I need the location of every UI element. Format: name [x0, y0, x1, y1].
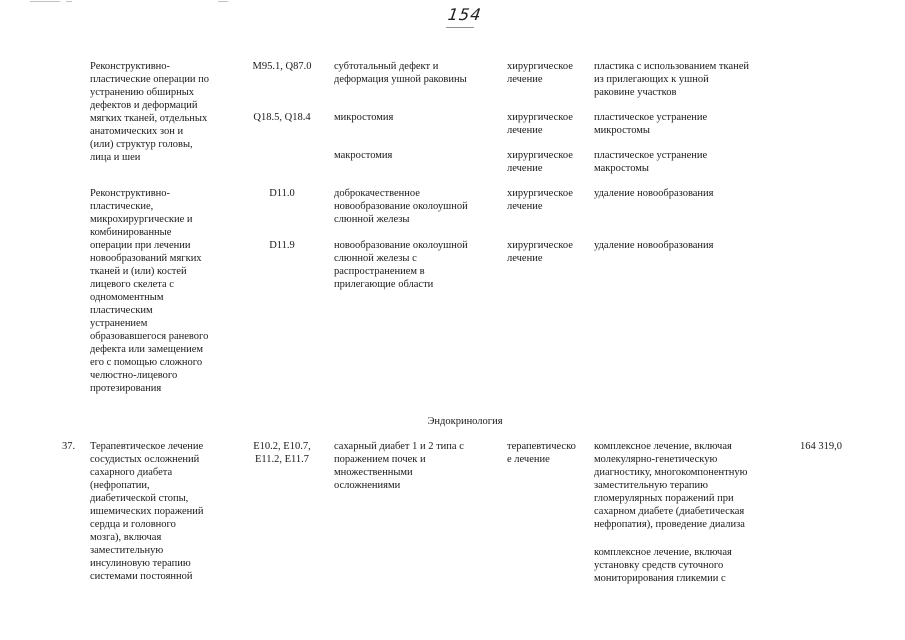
page-number-underline — [446, 27, 474, 28]
treatment-cell: хирургическое лечение — [507, 112, 573, 136]
treatment-cell: хирургическое лечение — [507, 61, 573, 85]
method-cell: пластика с использованием тканей из прилегающих к ушной раковине участков — [594, 61, 750, 98]
diagnosis-cell: сахарный диабет 1 и 2 типа с поражением почек и множественными осложнениями — [334, 441, 464, 491]
method-cell: удаление новообразования — [594, 240, 714, 251]
treatment-cell: хирургическое лечение — [507, 150, 573, 174]
scan-artifact — [218, 1, 228, 2]
method-cell: удаление новообразования — [594, 188, 714, 199]
cost-cell: 164 319,0 — [800, 441, 842, 452]
treatment-cell: хирургическое лечение — [507, 240, 573, 264]
procedure-cell: Реконструктивно- пластические, микрохирургические и комбинированные операции при лечении новообразований мягких тканей и (или) костей лицевого скелета с одномоментным пластическим устранением образовавшегося раневого дефекта или замещением его с помощью сложного челюстно-лицевого протезирования — [90, 188, 209, 394]
page-number: 154 — [446, 5, 483, 24]
code-cell: E10.2, E10.7, E11.2, E11.7 — [253, 441, 311, 465]
code-cell: D11.9 — [269, 240, 295, 251]
treatment-cell: терапевтическо е лечение — [507, 441, 576, 465]
method-cell: комплексное лечение, включая молекулярно-генетическую диагностику, многокомпонентную заместительную терапию гломерулярных поражений при сахарном диабете (диабетическая нефропатия), проведение диализа — [594, 441, 748, 530]
method-cell: комплексное лечение, включая установку средств суточного мониторирования гликемии с — [594, 547, 732, 584]
diagnosis-cell: доброкачественное новообразование околоушной слюнной железы — [334, 188, 468, 225]
code-cell: M95.1, Q87.0 — [252, 61, 312, 72]
diagnosis-cell: макростомия — [334, 150, 393, 161]
method-cell: пластическое устранение микростомы — [594, 112, 708, 136]
row-number: 37. — [62, 441, 76, 452]
scan-artifact — [66, 1, 72, 2]
diagnosis-cell: новообразование околоушной слюнной железы с распространением в прилегающие области — [334, 240, 468, 290]
diagnosis-cell: субтотальный дефект и деформация ушной раковины — [334, 61, 467, 85]
diagnosis-cell: микростомия — [334, 112, 394, 123]
scan-artifact — [30, 1, 60, 2]
code-cell: D11.0 — [269, 188, 295, 199]
section-heading: Эндокринология — [427, 416, 503, 427]
code-cell: Q18.5, Q18.4 — [253, 112, 311, 123]
method-cell: пластическое устранение макростомы — [594, 150, 708, 174]
treatment-cell: хирургическое лечение — [507, 188, 573, 212]
procedure-cell: Терапевтическое лечение сосудистых осложнений сахарного диабета (нефропатии, диабетической стопы, ишемических поражений сердца и головного мозга), включая заместительную инсулиновую терапию системами постоянной — [90, 441, 204, 582]
procedure-cell: Реконструктивно- пластические операции по устранению обширных дефектов и деформаций мягких тканей, отдельных анатомических зон и (или) структур головы, лица и шеи — [90, 61, 210, 163]
